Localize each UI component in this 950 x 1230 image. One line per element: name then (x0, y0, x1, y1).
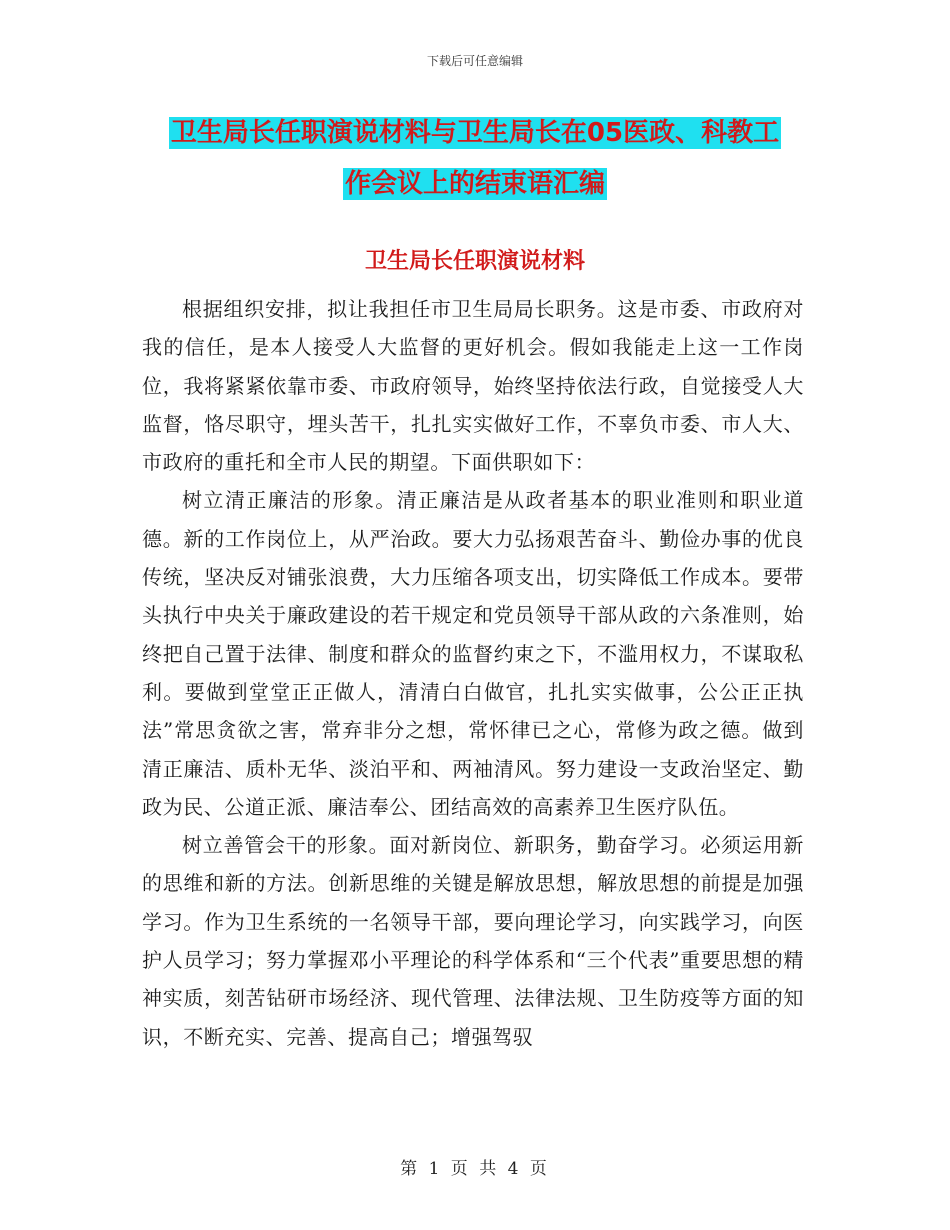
document-title-line-1: 卫生局长任职演说材料与卫生局长在05医政、科教工 (170, 118, 780, 148)
document-title-line-2: 作会议上的结束语汇编 (344, 169, 605, 199)
page-header-note: 下载后可任意编辑 (426, 54, 523, 68)
paragraph-management: 树立善管会干的形象。面对新岗位、新职务，勤奋学习。必须运用新的思维和新的方法。创新思维的关键是解放思想，解放思想的前提是加强学习。作为卫生系统的一名领导干部，要向理论学习，向实践学习，向医护人员学习；努力掌握邓小平理论的科学体系和“三个代表”重要思想的精神实质，刻苦钻研市场经济、现代管理、法律法规、卫生防疫等方面的知识，不断充实、完善、提高自己；增强驾驭 (142, 833, 804, 1049)
body-text (142, 290, 804, 1056)
document-title (140, 108, 810, 210)
paragraph-intro: 根据组织安排，拟让我担任市卫生局局长职务。这是市委、市政府对我的信任，是本人接受人大监督的更好机会。假如我能走上这一工作岗位，我将紧紧依靠市委、市政府领导，始终坚持依法行政，自觉接受人大监督，恪尽职守，埋头苦干，扎扎实实做好工作，不辜负市委、市人大、市政府的重托和全市人民的期望。下面供职如下： (142, 297, 804, 475)
paragraph-integrity: 树立清正廉洁的形象。清正廉洁是从政者基本的职业准则和职业道德。新的工作岗位上，从严治政。要大力弘扬艰苦奋斗、勤俭办事的优良传统，坚决反对铺张浪费，大力压缩各项支出，切实降低工作成本。要带头执行中央关于廉政建设的若干规定和党员领导干部从政的六条准则，始终把自己置于法律、制度和群众的监督约束之下，不滥用权力，不谋取私利。要做到堂堂正正做人，清清白白做官，扎扎实实做事，公公正正执法”常思贪欲之害，常弃非分之想，常怀律已之心，常修为政之德。做到清正廉洁、质朴无华、淡泊平和、两袖清风。努力建设一支政治坚定、勤政为民、公道正派、廉洁奉公、团结高效的高素养卫生医疗队伍。 (142, 488, 804, 819)
page-number-footer: 第 1 页 共 4 页 (400, 1159, 550, 1179)
section-heading: 卫生局长任职演说材料 (364, 249, 585, 274)
